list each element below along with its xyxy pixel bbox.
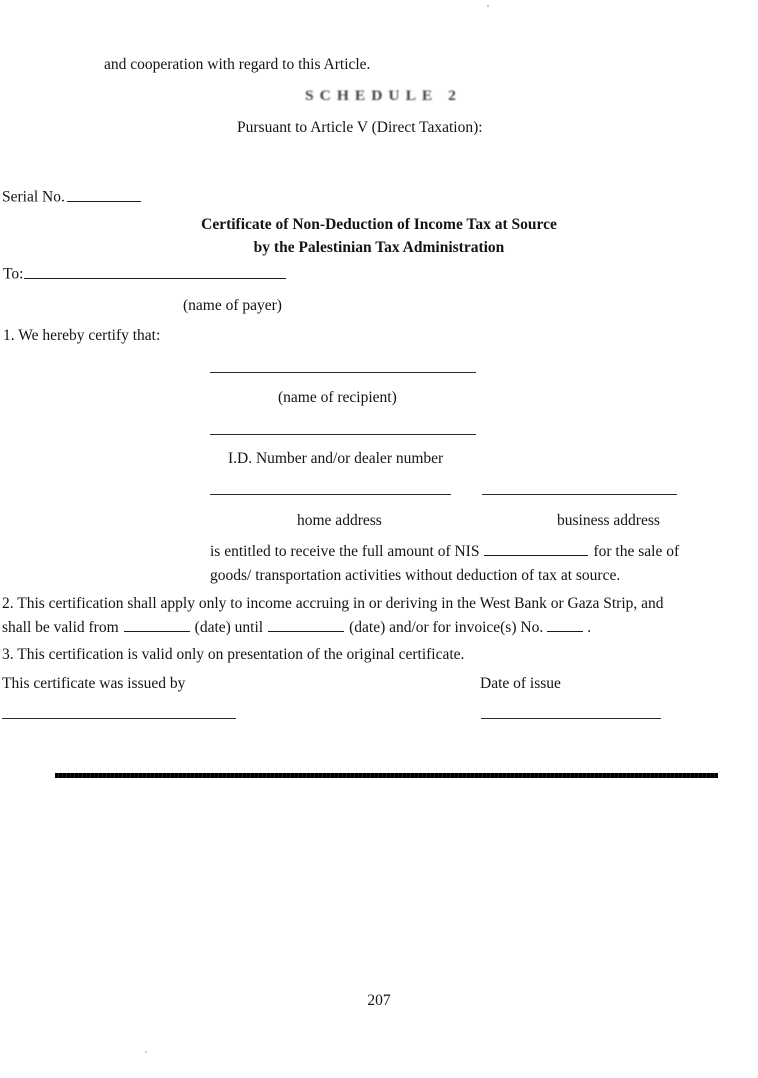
payer-caption: (name of payer) (183, 297, 282, 314)
serial-number-label: Serial No. (2, 188, 65, 206)
certificate-title-line2: by the Palestinian Tax Administration (253, 239, 505, 256)
entitled-line1 (210, 540, 750, 564)
recipient-caption: (name of recipient) (278, 389, 397, 406)
schedule-heading: SCHEDULE 2 (305, 87, 462, 104)
invoice-number-blank (547, 616, 583, 632)
business-address-line (482, 494, 677, 495)
certificate-title-line1: Certificate of Non-Deduction of Income Tax at Source (201, 216, 557, 233)
clause-2-line2-b: (date) until (194, 619, 264, 636)
entitled-line1-pre: is entitled to receive the full amount of NIS (210, 543, 480, 560)
entitled-paragraph (210, 540, 750, 588)
recipient-name-line (210, 372, 476, 373)
intro-sentence: and cooperation with regard to this Article. (104, 56, 371, 73)
clause-2-line2-a: shall be valid from (2, 619, 119, 636)
scan-speck-bottom (145, 1051, 147, 1053)
nis-amount-blank (484, 540, 588, 556)
date-of-issue-label: Date of issue (480, 675, 561, 692)
valid-until-date-blank (268, 616, 344, 632)
clause-2-line2-c: (date) and/or for invoice(s) No. (349, 619, 544, 636)
home-address-line (210, 494, 451, 495)
id-number-caption: I.D. Number and/or dealer number (228, 450, 444, 467)
valid-from-date-blank (124, 616, 190, 632)
issued-by-label: This certificate was issued by (2, 675, 186, 692)
clause-3: 3. This certification is valid only on presentation of the original certificate. (2, 646, 465, 663)
certify-clause: 1. We hereby certify that: (3, 327, 161, 344)
clause-2 (2, 592, 754, 640)
certificate-title (0, 213, 758, 259)
serial-number-row (2, 186, 143, 207)
entitled-line2: goods/ transportation activities without deduction of tax at source. (210, 567, 621, 584)
issued-by-signature-line (2, 718, 236, 719)
id-number-line (210, 434, 476, 435)
page-number: 207 (367, 992, 391, 1009)
clause-2-line2 (2, 616, 754, 640)
to-row (3, 263, 288, 284)
business-address-caption: business address (557, 512, 660, 529)
serial-number-blank (67, 186, 141, 202)
clause-2-line1: 2. This certification shall apply only to income accruing in or deriving in the West Bank or Gaza Strip, and (2, 595, 664, 612)
to-blank (24, 263, 286, 279)
section-separator-rule (55, 773, 718, 778)
date-of-issue-line (481, 718, 661, 719)
clause-2-line2-end: . (587, 619, 592, 636)
scan-speck (487, 5, 489, 7)
to-label: To: (3, 265, 24, 283)
pursuant-line: Pursuant to Article V (Direct Taxation): (237, 119, 483, 136)
home-address-caption: home address (297, 512, 382, 529)
entitled-line1-post: for the sale of (593, 543, 680, 560)
